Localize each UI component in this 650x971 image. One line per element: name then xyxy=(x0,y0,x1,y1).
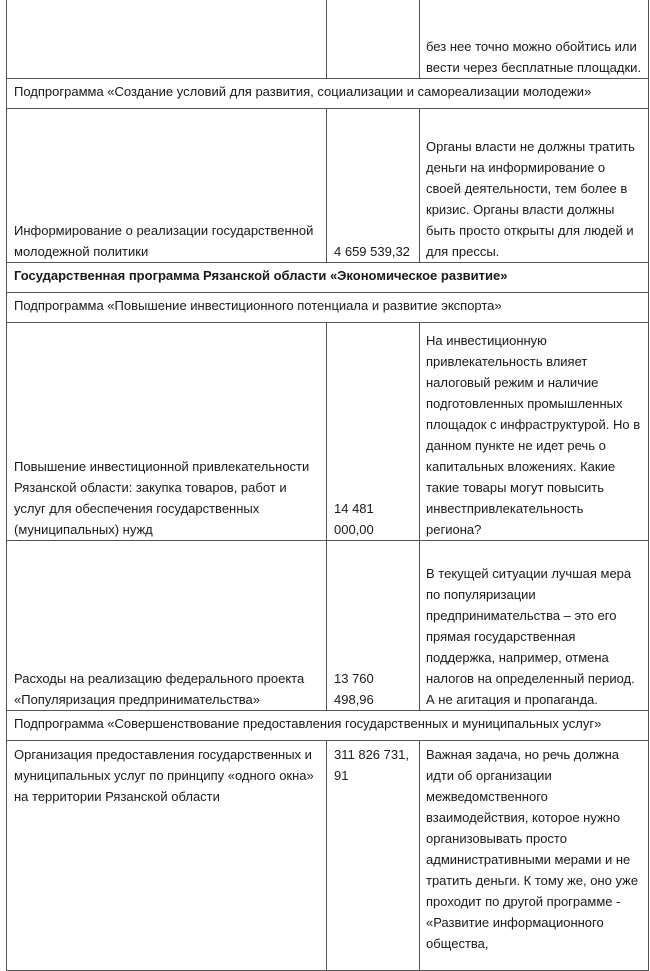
budget-comments-table xyxy=(6,0,649,971)
comment-cell: Органы власти не должны тратить деньги на информирование о своей деятельности, тем более в кризис. Органы власти должны быть просто открыты для людей и для прессы. xyxy=(420,109,649,263)
subprogram-row xyxy=(7,711,649,741)
table-row xyxy=(7,109,649,263)
comment-cell: без нее точно можно обойтись или вести через бесплатные площадки. xyxy=(420,0,649,79)
comment-cell: На инвестиционную привлекательность влияет налоговый режим и наличие подготовленных промышленных площадок с инфраструктурой. Но в данном пункте не идет речь о капитальных вложениях. Какие такие товары могут повысить инвестпривлекательность региона? xyxy=(420,323,649,541)
program-row xyxy=(7,263,649,293)
subprogram-title: Подпрограмма «Совершенствование предоставления государственных и муниципальных услуг» xyxy=(7,711,649,741)
subprogram-title: Подпрограмма «Повышение инвестиционного потенциала и развитие экспорта» xyxy=(7,293,649,323)
amount-cell: 13 760 498,96 xyxy=(327,541,420,711)
table-row xyxy=(7,741,649,971)
amount-cell: 311 826 731, 91 xyxy=(327,741,420,971)
expense-item-cell: Организация предоставления государственных и муниципальных услуг по принципу «одного окна» на территории Рязанской области xyxy=(7,741,327,971)
program-title: Государственная программа Рязанской области «Экономическое развитие» xyxy=(7,263,649,293)
expense-item-cell: Информирование о реализации государственной молодежной политики xyxy=(7,109,327,263)
expense-item-cell: Повышение инвестиционной привлекательности Рязанской области: закупка товаров, работ и услуг для обеспечения государственных (муниципальных) нужд xyxy=(7,323,327,541)
comment-cell: Важная задача, но речь должна идти об организации межведомственного взаимодействия, которое нужно организовывать просто административными мерами и не тратить деньги. К тому же, оно уже проходит по другой программе - «Развитие информационного общества, xyxy=(420,741,649,971)
amount-cell: 14 481 000,00 xyxy=(327,323,420,541)
subprogram-row xyxy=(7,79,649,109)
comment-cell: В текущей ситуации лучшая мера по популяризации предпринимательства – это его прямая государственная поддержка, например, отмена налогов на определенный период. А не агитация и пропаганда. xyxy=(420,541,649,711)
amount-cell xyxy=(327,0,420,79)
table-row xyxy=(7,323,649,541)
subprogram-title: Подпрограмма «Создание условий для развития, социализации и самореализации молодежи» xyxy=(7,79,649,109)
amount-cell: 4 659 539,32 xyxy=(327,109,420,263)
expense-item-cell: Расходы на реализацию федерального проекта «Популяризация предпринимательства» xyxy=(7,541,327,711)
table-row xyxy=(7,0,649,79)
expense-item-cell xyxy=(7,0,327,79)
subprogram-row xyxy=(7,293,649,323)
table-row xyxy=(7,541,649,711)
